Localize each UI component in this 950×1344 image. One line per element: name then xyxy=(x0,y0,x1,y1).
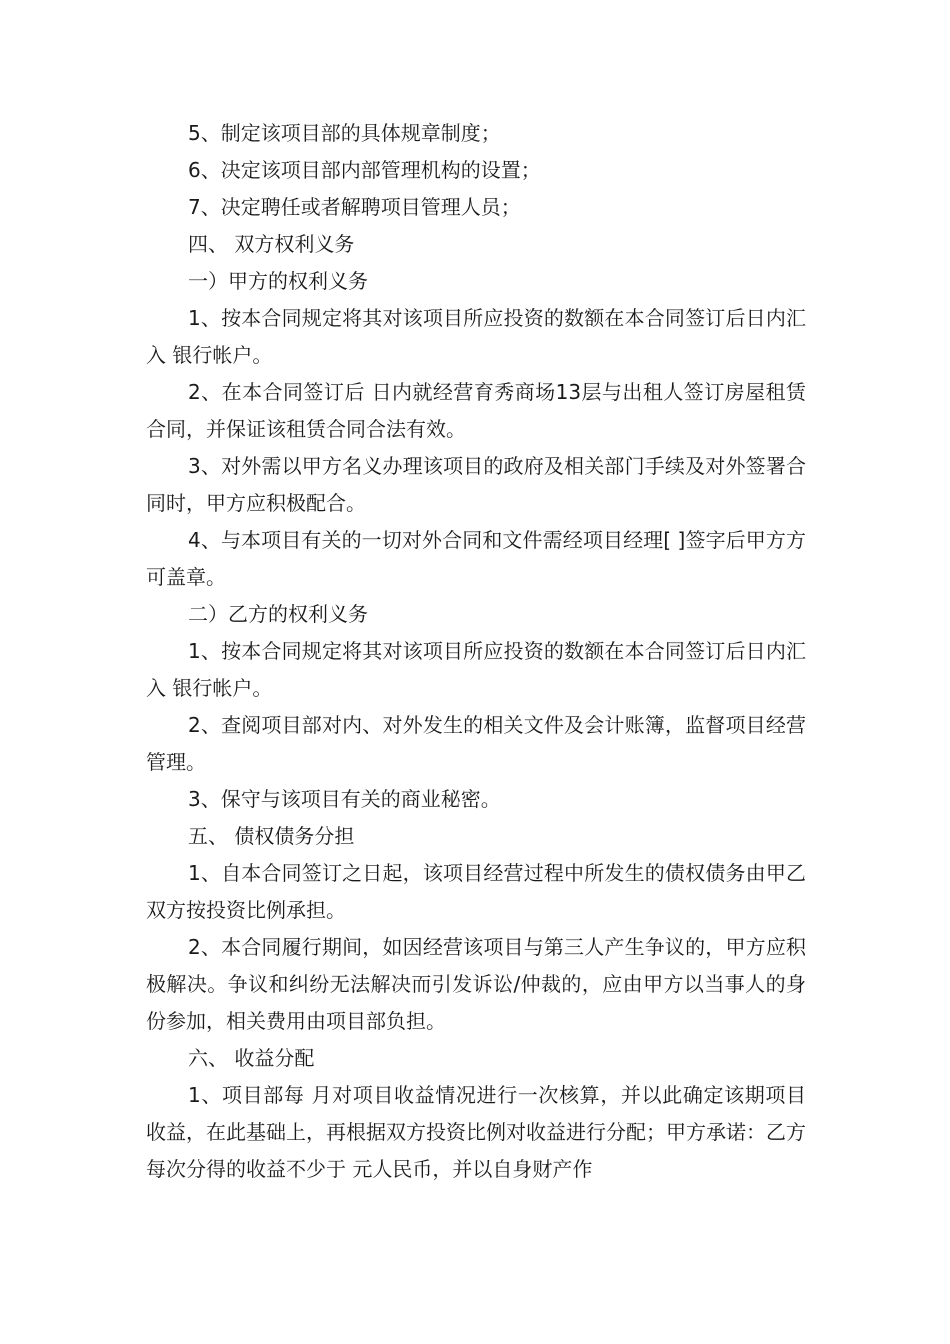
party-a-clause-4: 4、与本项目有关的一切对外合同和文件需经项目经理[ ]签字后甲方方可盖章。 xyxy=(146,528,806,589)
section-6-heading: 六、 收益分配 xyxy=(188,1046,315,1070)
party-b-clause-2: 2、查阅项目部对内、对外发生的相关文件及会计账簿，监督项目经营管理。 xyxy=(146,713,806,774)
party-a-clause-1: 1、按本合同规定将其对该项目所应投资的数额在本合同签订后日内汇入 银行帐户。 xyxy=(146,306,806,367)
section-5-heading: 五、 债权债务分担 xyxy=(188,824,355,848)
party-b-clause-1: 1、按本合同规定将其对该项目所应投资的数额在本合同签订后日内汇入 银行帐户。 xyxy=(146,639,806,700)
clause-7-personnel: 7、决定聘任或者解聘项目管理人员； xyxy=(188,195,521,219)
section-4-heading: 四、 双方权利义务 xyxy=(188,232,355,256)
party-b-clause-3: 3、保守与该项目有关的商业秘密。 xyxy=(188,787,501,811)
party-a-clause-2: 2、在本合同签订后 日内就经营育秀商场13层与出租人签订房屋租赁合同，并保证该租赁合同合法有效。 xyxy=(146,380,806,441)
debt-clause-2: 2、本合同履行期间，如因经营该项目与第三人产生争议的，甲方应积极解决。争议和纠纷无法解决而引发诉讼/仲裁的，应由甲方以当事人的身份参加，相关费用由项目部负担。 xyxy=(146,935,806,1033)
clause-5-rules: 5、制定该项目部的具体规章制度； xyxy=(188,121,501,145)
document-body xyxy=(146,115,806,1188)
party-a-heading: 一）甲方的权利义务 xyxy=(188,269,368,293)
debt-clause-1: 1、自本合同签订之日起，该项目经营过程中所发生的债权债务由甲乙双方按投资比例承担。 xyxy=(146,861,806,922)
clause-6-structure: 6、决定该项目部内部管理机构的设置； xyxy=(188,158,541,182)
party-a-clause-3: 3、对外需以甲方名义办理该项目的政府及相关部门手续及对外签署合同时，甲方应积极配合。 xyxy=(146,454,806,515)
profit-clause-1: 1、项目部每 月对项目收益情况进行一次核算，并以此确定该期项目收益，在此基础上，再根据双方投资比例对收益进行分配；甲方承诺：乙方每次分得的收益不少于 元人民币，并以自身财产作 xyxy=(146,1083,806,1181)
party-b-heading: 二）乙方的权利义务 xyxy=(188,602,368,626)
